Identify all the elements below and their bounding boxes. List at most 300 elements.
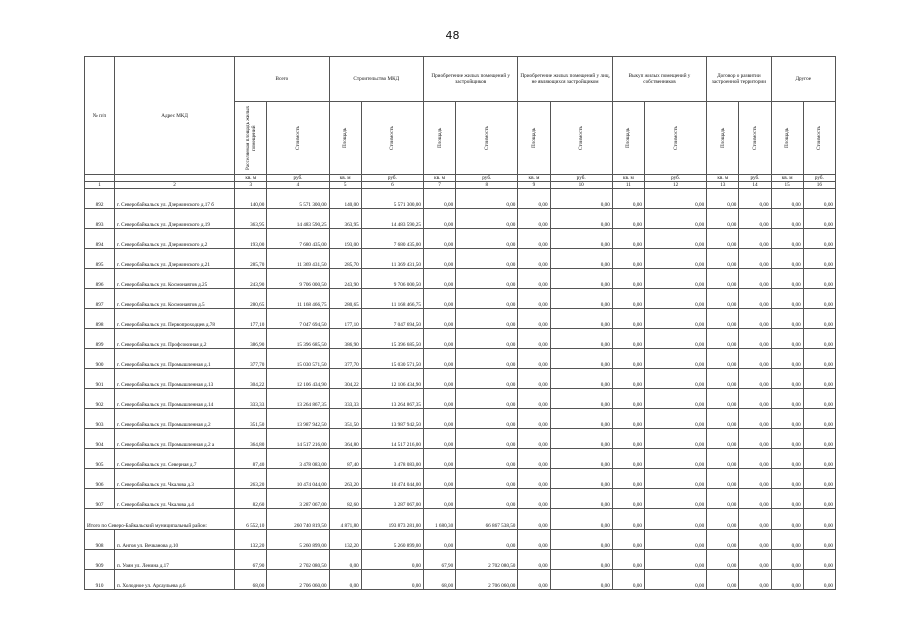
row-value: 364,80: [235, 429, 267, 449]
units-row: [85, 175, 836, 182]
row-value: 0,00: [612, 369, 644, 389]
table-row: [85, 329, 836, 349]
total-value: 260 740 819,50: [267, 509, 329, 530]
row-value: 0,00: [803, 369, 835, 389]
row-value: 0,00: [550, 309, 612, 329]
row-value: 0,00: [518, 489, 550, 509]
header-group: Выкуп жилых помещений у собственников: [612, 57, 706, 102]
row-value: 0,00: [612, 409, 644, 429]
row-number: 909: [85, 550, 115, 570]
row-value: 82,60: [235, 489, 267, 509]
subheader: Стоимость: [483, 126, 490, 150]
row-value: 82,60: [329, 489, 361, 509]
unit-cell: кв. м: [423, 175, 455, 182]
row-value: 0,00: [456, 449, 518, 469]
row-value: 7 047 694,50: [361, 309, 423, 329]
row-value: 0,00: [612, 349, 644, 369]
row-value: 0,00: [707, 429, 739, 449]
row-value: 0,00: [518, 349, 550, 369]
total-value: 1 680,30: [423, 509, 455, 530]
row-value: 0,00: [739, 269, 771, 289]
subheader: Площадь: [530, 127, 537, 149]
row-value: 3 478 083,00: [267, 449, 329, 469]
row-value: 0,00: [644, 249, 706, 269]
row-value: 0,00: [612, 289, 644, 309]
row-value: 0,00: [644, 189, 706, 209]
row-value: 0,00: [803, 530, 835, 550]
row-address: г. Северобайкальск ул. Дзержинского д.17 б: [115, 189, 235, 209]
row-value: 0,00: [550, 409, 612, 429]
row-value: 0,00: [739, 469, 771, 489]
header-group: Строительство МКД: [329, 57, 423, 102]
row-value: 0,00: [456, 469, 518, 489]
row-value: 0,00: [707, 389, 739, 409]
row-value: 263,20: [235, 469, 267, 489]
row-value: 304,22: [235, 369, 267, 389]
row-value: 0,00: [739, 409, 771, 429]
row-address: п. Ангоя ул. Вечканова д.10: [115, 530, 235, 550]
row-value: 0,00: [771, 369, 803, 389]
total-value: 0,00: [707, 509, 739, 530]
unit-cell: кв. м: [771, 175, 803, 182]
row-value: 0,00: [771, 550, 803, 570]
row-value: 280,65: [329, 289, 361, 309]
row-value: 0,00: [771, 209, 803, 229]
row-value: 5 260 899,00: [267, 530, 329, 550]
row-value: 0,00: [644, 289, 706, 309]
row-value: 3 478 083,00: [361, 449, 423, 469]
row-value: 363,95: [235, 209, 267, 229]
row-value: 0,00: [803, 349, 835, 369]
row-value: 0,00: [707, 449, 739, 469]
table-row: [85, 530, 836, 550]
unit-cell: руб.: [550, 175, 612, 182]
row-value: 0,00: [518, 369, 550, 389]
row-value: 0,00: [550, 429, 612, 449]
column-number-cell: 13: [707, 182, 739, 189]
unit-cell: кв. м: [329, 175, 361, 182]
column-number-cell: 16: [803, 182, 835, 189]
row-value: 0,00: [518, 429, 550, 449]
row-value: 2 706 060,00: [267, 570, 329, 590]
row-value: 13 987 942,50: [361, 409, 423, 429]
unit-cell: руб.: [361, 175, 423, 182]
row-value: 7 680 435,00: [361, 229, 423, 249]
row-value: 0,00: [550, 489, 612, 509]
subheader: Стоимость: [672, 126, 679, 150]
row-value: 0,00: [518, 209, 550, 229]
row-value: 0,00: [644, 530, 706, 550]
row-value: 0,00: [644, 369, 706, 389]
row-value: 0,00: [456, 189, 518, 209]
row-value: 5 260 899,00: [361, 530, 423, 550]
row-value: 0,00: [518, 469, 550, 489]
row-address: г. Северобайкальск ул. Чкалова д.4: [115, 489, 235, 509]
row-value: 0,00: [771, 349, 803, 369]
row-value: 67,90: [235, 550, 267, 570]
row-value: 193,00: [235, 229, 267, 249]
header-group: Другое: [771, 57, 835, 102]
row-value: 0,00: [803, 449, 835, 469]
row-value: 0,00: [456, 209, 518, 229]
row-number: 897: [85, 289, 115, 309]
row-value: 0,00: [707, 289, 739, 309]
row-value: 0,00: [707, 530, 739, 550]
row-value: 14 483 590,25: [361, 209, 423, 229]
row-value: 140,00: [235, 189, 267, 209]
table-row: [85, 469, 836, 489]
row-number: 893: [85, 209, 115, 229]
row-value: 0,00: [771, 570, 803, 590]
table-row: [85, 349, 836, 369]
row-value: 0,00: [423, 389, 455, 409]
total-value: 0,00: [518, 509, 550, 530]
row-value: 0,00: [423, 469, 455, 489]
row-number: 903: [85, 409, 115, 429]
row-value: 0,00: [707, 469, 739, 489]
row-value: 0,00: [707, 269, 739, 289]
row-value: 285,70: [329, 249, 361, 269]
row-value: 0,00: [739, 209, 771, 229]
row-value: 132,20: [329, 530, 361, 550]
table-row: [85, 409, 836, 429]
row-value: 0,00: [739, 249, 771, 269]
row-value: 0,00: [550, 289, 612, 309]
table-row: [85, 189, 836, 209]
row-address: г. Северобайкальск ул. Космонавтов д.25: [115, 269, 235, 289]
row-value: 0,00: [456, 229, 518, 249]
row-address: г. Северобайкальск ул. Промышленная д.14: [115, 389, 235, 409]
row-value: 0,00: [771, 289, 803, 309]
row-value: 0,00: [456, 389, 518, 409]
row-value: 0,00: [329, 550, 361, 570]
subheader: Стоимость: [294, 126, 301, 150]
row-value: 0,00: [423, 409, 455, 429]
row-value: 0,00: [518, 289, 550, 309]
row-number: 896: [85, 269, 115, 289]
row-value: 11 168 466,75: [361, 289, 423, 309]
row-value: 0,00: [423, 289, 455, 309]
row-value: 0,00: [550, 449, 612, 469]
row-value: 87,40: [329, 449, 361, 469]
row-value: 0,00: [739, 550, 771, 570]
total-value: 0,00: [550, 509, 612, 530]
row-value: 0,00: [612, 249, 644, 269]
row-value: 0,00: [423, 349, 455, 369]
row-value: 9 706 000,50: [361, 269, 423, 289]
row-value: 14 483 590,25: [267, 209, 329, 229]
unit-cell: руб.: [456, 175, 518, 182]
table-row: [85, 550, 836, 570]
row-value: 0,00: [644, 389, 706, 409]
row-number: 892: [85, 189, 115, 209]
row-value: 0,00: [707, 229, 739, 249]
row-value: 0,00: [612, 189, 644, 209]
column-number-cell: 6: [361, 182, 423, 189]
row-value: 0,00: [550, 189, 612, 209]
column-number-cell: 11: [612, 182, 644, 189]
unit-cell: кв. м: [707, 175, 739, 182]
row-value: 0,00: [550, 389, 612, 409]
row-value: 132,20: [235, 530, 267, 550]
table-row: [85, 229, 836, 249]
row-value: 67,90: [423, 550, 455, 570]
row-value: 0,00: [518, 409, 550, 429]
row-value: 0,00: [644, 550, 706, 570]
row-address: г. Северобайкальск ул. Промышленная д.13: [115, 369, 235, 389]
row-number: 900: [85, 349, 115, 369]
row-value: 68,00: [235, 570, 267, 590]
row-value: 0,00: [423, 530, 455, 550]
row-number: 894: [85, 229, 115, 249]
row-value: 0,00: [644, 469, 706, 489]
row-value: 0,00: [803, 409, 835, 429]
row-value: 280,65: [235, 289, 267, 309]
table-row: [85, 489, 836, 509]
unit-cell: кв. м: [235, 175, 267, 182]
row-value: 0,00: [518, 309, 550, 329]
row-value: 11 168 466,75: [267, 289, 329, 309]
table-row: [85, 429, 836, 449]
total-value: 4 871,80: [329, 509, 361, 530]
row-value: 15 030 571,50: [267, 349, 329, 369]
row-value: 386,90: [329, 329, 361, 349]
row-value: 0,00: [707, 409, 739, 429]
table-row: [85, 389, 836, 409]
row-value: 0,00: [518, 249, 550, 269]
row-value: 0,00: [644, 209, 706, 229]
column-number-cell: 4: [267, 182, 329, 189]
row-value: 0,00: [771, 329, 803, 349]
page-number: 48: [445, 29, 460, 42]
row-number: 907: [85, 489, 115, 509]
row-value: 0,00: [707, 249, 739, 269]
row-value: 0,00: [803, 229, 835, 249]
row-value: 140,00: [329, 189, 361, 209]
row-value: 243,90: [329, 269, 361, 289]
column-number-cell: 12: [644, 182, 706, 189]
row-value: 12 106 434,90: [267, 369, 329, 389]
row-value: 0,00: [612, 550, 644, 570]
row-value: 177,10: [329, 309, 361, 329]
unit-cell: руб.: [267, 175, 329, 182]
column-number-cell: 10: [550, 182, 612, 189]
table-row: [85, 570, 836, 590]
table-row: [85, 369, 836, 389]
subheader: Площадь: [436, 127, 443, 149]
row-value: 243,90: [235, 269, 267, 289]
row-value: 0,00: [739, 570, 771, 590]
row-value: 0,00: [707, 550, 739, 570]
column-numbers-row: [85, 182, 836, 189]
row-number: 910: [85, 570, 115, 590]
subheader: Площадь: [342, 127, 349, 149]
row-value: 0,00: [612, 329, 644, 349]
row-value: 0,00: [644, 429, 706, 449]
row-value: 68,00: [423, 570, 455, 590]
row-value: 0,00: [550, 349, 612, 369]
column-number-cell: 2: [115, 182, 235, 189]
row-value: 193,00: [329, 229, 361, 249]
row-value: 13 987 942,50: [267, 409, 329, 429]
row-value: 351,50: [235, 409, 267, 429]
row-value: 0,00: [518, 229, 550, 249]
row-address: г. Северобайкальск ул. Профсоюзная д.2: [115, 329, 235, 349]
row-value: 0,00: [707, 570, 739, 590]
row-number: 908: [85, 530, 115, 550]
row-value: 0,00: [612, 229, 644, 249]
row-value: 10 474 044,00: [267, 469, 329, 489]
row-value: 9 706 000,50: [267, 269, 329, 289]
row-value: 263,20: [329, 469, 361, 489]
header-group: Всего: [235, 57, 329, 102]
row-value: 3 287 067,00: [361, 489, 423, 509]
total-value: 6 552,10: [235, 509, 267, 530]
row-value: 0,00: [707, 209, 739, 229]
row-address: г. Северобайкальск ул. Дзержинского д.19: [115, 209, 235, 229]
row-number: 899: [85, 329, 115, 349]
row-value: 0,00: [612, 389, 644, 409]
row-value: 0,00: [456, 289, 518, 309]
row-value: 0,00: [739, 309, 771, 329]
row-address: г. Северобайкальск ул. Дзержинского д.2: [115, 229, 235, 249]
row-value: 0,00: [771, 449, 803, 469]
row-value: 0,00: [771, 429, 803, 449]
row-value: 0,00: [612, 570, 644, 590]
row-value: 0,00: [456, 409, 518, 429]
total-value: 0,00: [644, 509, 706, 530]
subheader: Расселяемая площадь жилых помещений: [244, 105, 257, 171]
row-value: 2 702 080,50: [456, 550, 518, 570]
row-value: 0,00: [423, 369, 455, 389]
row-value: 0,00: [456, 489, 518, 509]
row-value: 0,00: [518, 269, 550, 289]
row-value: 0,00: [518, 449, 550, 469]
row-value: 0,00: [644, 570, 706, 590]
row-value: 0,00: [803, 309, 835, 329]
row-value: 386,90: [235, 329, 267, 349]
row-value: 0,00: [456, 249, 518, 269]
row-value: 377,70: [329, 349, 361, 369]
row-value: 14 517 216,00: [361, 429, 423, 449]
row-value: 0,00: [803, 289, 835, 309]
housing-table: [84, 56, 836, 590]
row-address: г. Северобайкальск ул. Дзержинского д.21: [115, 249, 235, 269]
row-value: 333,33: [329, 389, 361, 409]
row-value: 0,00: [644, 309, 706, 329]
row-value: 0,00: [771, 229, 803, 249]
row-value: 0,00: [803, 249, 835, 269]
row-value: 0,00: [771, 489, 803, 509]
row-value: 15 396 685,50: [267, 329, 329, 349]
row-value: 0,00: [739, 289, 771, 309]
row-value: 0,00: [644, 329, 706, 349]
row-value: 0,00: [771, 269, 803, 289]
row-value: 0,00: [612, 469, 644, 489]
table-row: [85, 289, 836, 309]
row-value: 0,00: [803, 469, 835, 489]
subheader: Площадь: [625, 127, 632, 149]
row-value: 0,00: [423, 309, 455, 329]
row-number: 905: [85, 449, 115, 469]
table-row: [85, 249, 836, 269]
subheader: Стоимость: [816, 126, 823, 150]
row-value: 0,00: [550, 329, 612, 349]
row-value: 0,00: [739, 189, 771, 209]
unit-cell: руб.: [644, 175, 706, 182]
row-value: 0,00: [771, 189, 803, 209]
column-number-cell: 15: [771, 182, 803, 189]
row-value: 2 706 060,00: [456, 570, 518, 590]
row-value: 377,70: [235, 349, 267, 369]
row-number: 898: [85, 309, 115, 329]
row-value: 0,00: [739, 369, 771, 389]
row-value: 0,00: [739, 229, 771, 249]
row-value: 0,00: [423, 449, 455, 469]
row-value: 0,00: [803, 429, 835, 449]
row-value: 0,00: [803, 189, 835, 209]
row-number: 906: [85, 469, 115, 489]
row-value: 0,00: [456, 329, 518, 349]
subheader: Стоимость: [751, 126, 758, 150]
row-value: 0,00: [771, 309, 803, 329]
row-value: 0,00: [803, 489, 835, 509]
row-value: 0,00: [739, 329, 771, 349]
row-value: 0,00: [644, 489, 706, 509]
row-value: 3 287 067,00: [267, 489, 329, 509]
unit-cell: [85, 175, 115, 182]
row-value: 364,80: [329, 429, 361, 449]
unit-cell: руб.: [803, 175, 835, 182]
row-value: 0,00: [739, 349, 771, 369]
column-number-cell: 7: [423, 182, 455, 189]
row-value: 0,00: [518, 389, 550, 409]
row-address: п. Уоян ул. Ленина д.17: [115, 550, 235, 570]
row-value: 0,00: [550, 469, 612, 489]
row-value: 0,00: [518, 189, 550, 209]
row-value: 0,00: [612, 309, 644, 329]
row-value: 0,00: [456, 369, 518, 389]
row-value: 0,00: [771, 409, 803, 429]
row-number: 901: [85, 369, 115, 389]
row-value: 13 264 867,35: [361, 389, 423, 409]
row-value: 0,00: [550, 229, 612, 249]
row-value: 304,22: [329, 369, 361, 389]
row-address: г. Северобайкальск ул. Космонавтов д.5: [115, 289, 235, 309]
unit-cell: кв. м: [518, 175, 550, 182]
total-value: 0,00: [739, 509, 771, 530]
row-value: 0,00: [550, 249, 612, 269]
row-value: 0,00: [771, 389, 803, 409]
row-value: 0,00: [456, 309, 518, 329]
row-value: 87,40: [235, 449, 267, 469]
row-value: 0,00: [423, 489, 455, 509]
row-number: 904: [85, 429, 115, 449]
row-address: г. Северобайкальск ул. Промышленная д.2 а: [115, 429, 235, 449]
subheader: Площадь: [784, 127, 791, 149]
row-value: 0,00: [644, 269, 706, 289]
row-value: 0,00: [707, 329, 739, 349]
table-row: [85, 309, 836, 329]
row-value: 0,00: [518, 570, 550, 590]
table-row: [85, 449, 836, 469]
row-value: 7 047 694,50: [267, 309, 329, 329]
header-group: Приобретение жилых помещений у лиц, не являющихся застройщиком: [518, 57, 612, 102]
row-value: 0,00: [707, 349, 739, 369]
row-value: 0,00: [550, 369, 612, 389]
total-value: 193 873 281,00: [361, 509, 423, 530]
row-address: г. Северобайкальск ул. Промышленная д.1: [115, 349, 235, 369]
